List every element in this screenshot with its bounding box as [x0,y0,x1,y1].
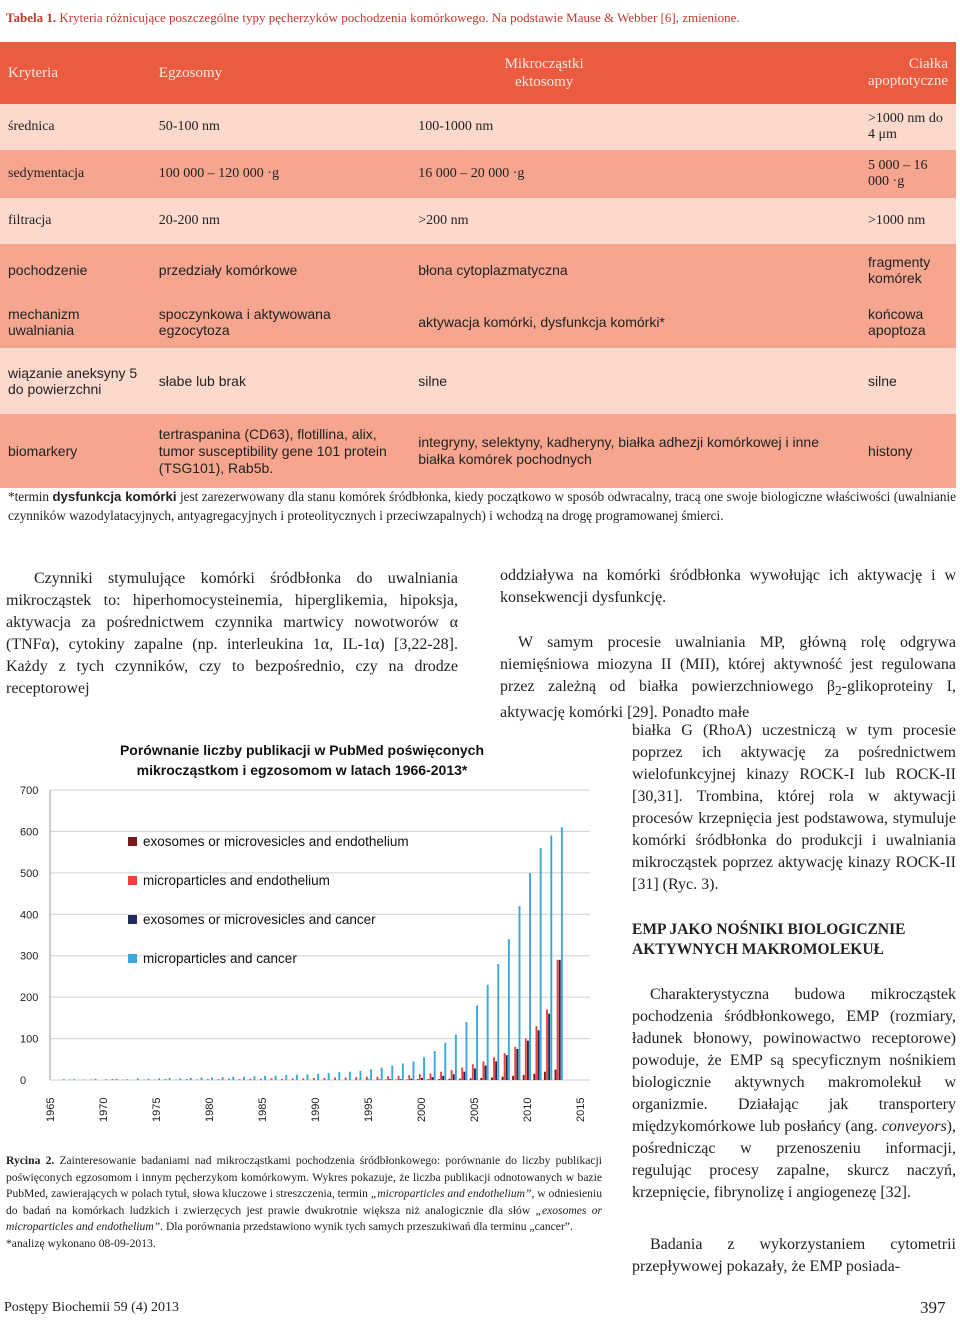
table-cell: >1000 nm do 4 μm [860,104,956,150]
bar [519,906,521,1080]
body-paragraph-left: Czynniki stymulujące komórki śródbłonka do uwalniania mikrocząstek to: hiperhomocysteinemia, hiperglikemia, hipoksja, aktywacja za pośrednictwem czynnika martwicy nowotworów α (TNFα), cytokiny zapalne (np. interleukina 1α, IL-1α) [3,22-28]. Każdy z tych czynników, czy to bezpośrednio, czy na drodze receptorowej [6,570,458,697]
x-tick-label: 2015 [575,1097,587,1122]
bar [451,1070,453,1080]
bar [466,1022,468,1080]
footnote-bold: dysfunkcja komórki [52,489,177,504]
bar [232,1077,234,1080]
bar [222,1077,224,1080]
legend-swatch [128,915,137,924]
bar [307,1074,309,1080]
bar [476,1005,478,1080]
header-cell: Egzosomy [151,42,410,104]
page-number: 397 [920,1298,946,1317]
table-row [0,348,956,414]
bar [472,1064,474,1080]
bar [228,1079,230,1080]
publications-chart [0,730,600,1130]
paragraph-text: -glikoproteiny I, aktywację komórki [29]. Ponadto małe [500,678,956,722]
bar [514,1047,516,1080]
bar [207,1079,209,1080]
italic-term: conveyors [881,1118,947,1135]
bar [391,1066,393,1081]
bar [529,873,531,1080]
bar [275,1076,277,1080]
bar [190,1078,192,1080]
table-cell: aktywacja komórki, dysfunkcja komórki* [410,296,860,348]
caption-italic: „microparticles and endothelium” [370,1187,532,1200]
table-row [0,198,956,244]
table-cell: mechanizm uwalniania [0,296,151,348]
table-cell: przedziały komórkowe [151,244,410,296]
bar [260,1079,262,1080]
table-footnote [8,487,956,525]
caption-italic: „exosomes or microparticles and endothelium” [6,1203,602,1233]
x-tick-label: 1965 [45,1097,57,1122]
bar [561,827,563,1080]
legend-label: exosomes or microvesicles and endothelium [143,834,409,849]
bar [400,1079,402,1080]
table-cell: 5 000 – 16 000 ·g [860,150,956,198]
table-cell: 50-100 nm [151,104,410,150]
caption-text: , w odniesieniu do badań na komórkach ludzkich i zwierzęcych jest prawie dwukrotnie większa niż analogicznie dla słów [6,1187,602,1217]
header-cell [410,42,860,104]
footnote-text: jest zarezerwowany dla stanu komórek śródbłonka, kiedy początkowo w sposób odwracalny, tracą one swoje biologiczne właściwości (uwalnianie czynników wazodylatacyjnych, antyagregacyjnych i proteolitycznych i przeciwzapalnych) i wchodzą na drogę programowanej śmierci. [8,489,956,523]
bar [387,1076,389,1080]
bar [434,1051,436,1080]
body-paragraph-right-3: białka G (RhoA) uczestniczą w tym procesie poprzez ich aktywację za pośrednictwem wielofunkcyjnej kinazy ROCK-I lub ROCK-II [30,31]. Trombina, której rola w aktywacji procesów krzepnięcia jest podstawowa, stymuluje komórki śródbłonka do produkcji i uwalniania mikrocząstek poprzez aktywację kinazy ROCK-II [31] (Ryc. 3). [632,722,956,893]
table-cell: >1000 nm [860,198,956,244]
bar [217,1079,219,1080]
subscript: 2 [834,683,842,699]
bar [296,1075,298,1080]
bar [550,836,552,1080]
body-paragraph-right-2 [500,632,956,724]
caption-text: Zainteresowanie badaniami nad mikrocząstkami pochodzenia śródbłonkowego: porównanie do liczby publikacji poświęconych egzosomom i innym pęcherzykom komórkowym. Wykres pokazuje, że liczba publikacji odnotowanych w bazie PubMed, zawierających w polach tytuł, słowa kluczowe i streszczenia, termin [6,1154,602,1200]
section-heading: EMP JAKO NOŚNIKI BIOLOGICZNIE AKTYWNYCH MAKROMOLEKUŁ [632,921,906,958]
bar [427,1079,429,1080]
y-tick-label: 0 [20,1075,27,1087]
x-tick-label: 1990 [310,1097,322,1122]
table-row [0,244,956,296]
bar [555,1070,557,1080]
bar [328,1073,330,1080]
bar [559,960,561,1080]
bar [491,1078,493,1080]
y-tick-label: 200 [20,992,39,1005]
header-cell: Kryteria [0,42,151,104]
bar [506,1055,508,1080]
y-tick-label: 700 [20,785,39,797]
legend-swatch [128,837,137,846]
bar [345,1078,347,1080]
bar [538,1030,540,1080]
bar [408,1075,410,1080]
bar [249,1079,251,1080]
body-paragraph-right-4 [632,984,956,1204]
x-tick-label: 1970 [98,1097,110,1122]
bar [186,1079,188,1080]
table-row [0,296,956,348]
bar [474,1068,476,1080]
bar [419,1074,421,1080]
bar [459,1079,461,1080]
table-cell: sedymentacja [0,150,151,198]
table-row [0,414,956,488]
footnote-prefix: *termin [8,489,53,504]
bar [239,1079,241,1080]
x-tick-label: 2000 [416,1097,428,1122]
bar [410,1079,412,1080]
bar [444,1043,446,1080]
bar [317,1074,319,1080]
bar [463,1072,465,1080]
bar [111,1079,113,1080]
bar [540,848,542,1080]
table-cell: 100-1000 nm [410,104,860,150]
bar [243,1077,245,1080]
table-cell: średnica [0,104,151,150]
bar [502,1077,504,1080]
bar [323,1078,325,1080]
bar [470,1078,472,1080]
bar [376,1077,378,1080]
bar [485,1066,487,1081]
legend-label: exosomes or microvesicles and cancer [143,912,376,927]
bar [438,1079,440,1080]
x-tick-label: 1975 [151,1097,163,1122]
x-tick-label: 1985 [257,1097,269,1122]
bar [535,1026,537,1080]
table-cell: histony [860,414,956,488]
bar [292,1078,294,1080]
bar [105,1079,107,1080]
bar [137,1078,139,1080]
bar [116,1079,118,1080]
table-cell: wiązanie aneksyny 5 do powierzchni [0,348,151,414]
table-cell: spoczynkowa i aktywowana egzocytoza [151,296,410,348]
bar [73,1079,75,1080]
bar [389,1079,391,1080]
table-cell: fragmenty komórek [860,244,956,296]
bar [158,1078,160,1080]
legend-label: microparticles and cancer [143,951,297,966]
table-label: Tabela 1. [6,10,57,25]
table-cell: filtracja [0,198,151,244]
header-cell: Ciałka apoptotyczne [860,42,956,104]
bar [504,1053,506,1080]
bar [402,1063,404,1080]
bar [523,1075,525,1080]
bar [63,1079,65,1080]
bar [95,1079,97,1080]
bar [360,1071,362,1080]
journal-footer: Postępy Biochemii 59 (4) 2013 [4,1300,179,1315]
x-tick-label: 1980 [204,1097,216,1122]
table-caption [6,10,740,26]
table-cell: biomarkery [0,414,151,488]
bar [508,939,510,1080]
bar [126,1079,128,1080]
bar [512,1076,514,1080]
table-cell: końcowa apoptoza [860,296,956,348]
bar [461,1068,463,1080]
bar [398,1076,400,1080]
legend-label: microparticles and endothelium [143,873,330,888]
bar [148,1079,150,1080]
bar [482,1061,484,1080]
table-cell: błona cytoplazmatyczna [410,244,860,296]
y-tick-label: 300 [20,950,39,963]
table-row [0,104,956,150]
bar [546,1010,548,1080]
x-tick-label: 1995 [363,1097,375,1122]
bar [557,960,559,1080]
y-tick-label: 400 [20,909,39,922]
table-cell: silne [410,348,860,414]
bar [349,1072,351,1080]
table-cell: słabe lub brak [151,348,410,414]
bar [355,1077,357,1080]
table-caption-text: Kryteria różnicujące poszczególne typy pęcherzyków pochodzenia komórkowego. Na podstawie Mause & Webber [6], zmienione. [59,10,740,25]
paragraph-text: W samym procesie uwalniania MP, główną rolę odgrywa niemięśniowa miozyna II (MII), której aktywność jest regulowana przez zależną od białka powierzchniowego β [500,634,956,695]
legend-swatch [128,876,137,885]
bar [493,1057,495,1080]
bar [440,1072,442,1080]
chart-x-axis [45,1098,587,1122]
bar [525,1039,527,1080]
body-paragraph-right-5: Badania z wykorzystaniem cytometrii przepływowej pokazały, że EMP posiada- [632,1236,956,1275]
caption-note: *analizę wykonano 08-09-2013. [6,1236,156,1250]
bar [480,1078,482,1080]
bar [211,1078,213,1080]
paragraph-text: Charakterystyczna budowa mikrocząstek pochodzenia śródbłonkowego, EMP (rozmiary, ładunek błonowy, powinowactwo receptorowe) powoduje, że EMP są specyficznym nośnikiem biologicznie aktywnych makromolekuł w organizmie. Działając jak transportery międzykomórkowe lub posłańcy (ang. [632,986,956,1135]
bar [302,1078,304,1080]
bar [338,1072,340,1080]
legend-swatch [128,954,137,963]
bar [442,1076,444,1080]
y-tick-label: 600 [20,826,39,839]
bar [169,1078,171,1080]
chart-y-axis [20,785,50,1087]
bar [381,1068,383,1080]
bar [281,1079,283,1080]
bar [423,1057,425,1080]
bar [366,1077,368,1080]
bar [164,1079,166,1080]
bar [432,1077,434,1080]
header-cell-line: Mikrocząstki ektosomy [504,56,584,90]
bar [449,1079,451,1080]
bar [313,1078,315,1080]
chart-title-line-1: Porównanie liczby publikacji w PubMed poświęconych [119,742,485,758]
y-tick-label: 100 [20,1033,39,1046]
bar [417,1079,419,1080]
bar [285,1075,287,1080]
bar [453,1074,455,1080]
bar [548,1014,550,1080]
x-tick-label: 2005 [469,1097,481,1122]
x-tick-label: 2010 [522,1097,534,1122]
bar [527,1041,529,1080]
bar [429,1073,431,1080]
paragraph-text: ), pośrednicząc w przenoszeniu informacji, regulując procesy zapalne, skurcz naczyń, krzepnięcie, fibrynolizę i angiogenezę [32]. [632,1118,956,1201]
chart-legend [128,834,409,966]
table-cell: tertraspanina (CD63), flotillina, alix, tumor susceptibility gene 101 protein (TSG101), Rab5b. [151,414,410,488]
bar [487,985,489,1080]
bar [270,1078,272,1080]
table-cell: 100 000 – 120 000 ·g [151,150,410,198]
bar [370,1069,372,1080]
bar [544,1072,546,1080]
table-cell: 16 000 – 20 000 ·g [410,150,860,198]
bar [533,1074,535,1080]
table-cell: >200 nm [410,198,860,244]
bar [421,1078,423,1080]
bar [264,1076,266,1080]
table-cell: 20-200 nm [151,198,410,244]
bar [254,1076,256,1080]
chart-bars [63,827,563,1080]
criteria-table [0,42,956,488]
bar [201,1078,203,1080]
table-row [0,150,956,198]
bar [497,964,499,1080]
table-cell: silne [860,348,956,414]
table-header-row [0,42,956,104]
bar [495,1061,497,1080]
bar [516,1049,518,1080]
chart-title-line-2: mikrocząstkom i egzosomom w latach 1966-2013* [136,762,468,778]
bar [179,1078,181,1080]
bar [455,1034,457,1080]
figure-caption [6,1153,602,1252]
bar [334,1078,336,1080]
body-paragraph-right-1: oddziaływa na komórki śródbłonka wywołując ich aktywację i w konsekwencji dysfunkcję. [500,567,956,606]
table-cell: pochodzenie [0,244,151,296]
table-cell: integryny, selektyny, kadheryny, białka adhezji komórkowej i inne białka komórek pochodnych [410,414,860,488]
y-tick-label: 500 [20,867,39,880]
bar [413,1061,415,1080]
caption-text: . Dla porównania przedstawiono wynik tych samych przeszukiwań dla terminu „cancer”. [160,1220,573,1233]
figure-label: Rycina 2. [6,1154,55,1167]
